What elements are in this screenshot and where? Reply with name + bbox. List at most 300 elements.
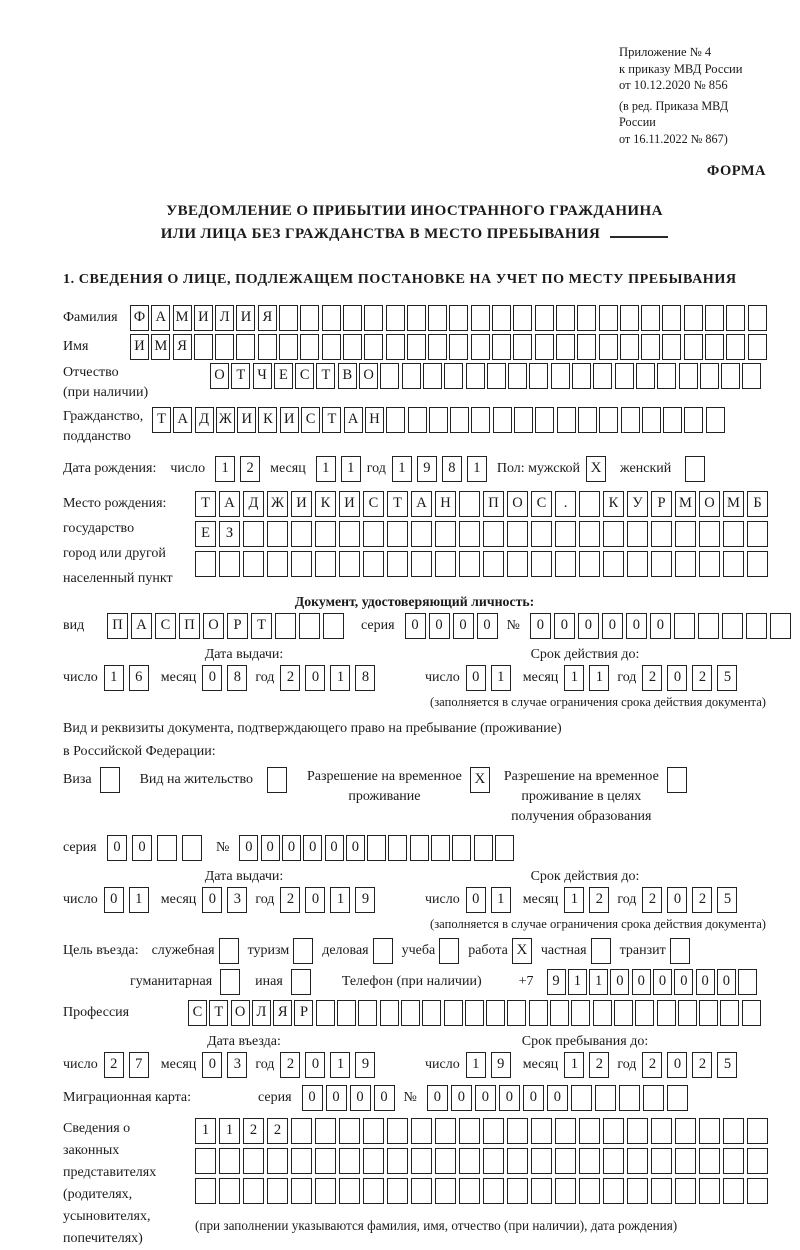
given-name-field[interactable] [130, 334, 769, 360]
char-cell[interactable] [684, 305, 703, 331]
char-cell[interactable]: А [411, 491, 432, 517]
char-cell[interactable] [621, 407, 640, 433]
char-cell[interactable] [556, 305, 575, 331]
char-cell[interactable] [291, 1148, 312, 1174]
char-cell[interactable]: 9 [491, 1052, 511, 1078]
char-cell[interactable]: С [188, 1000, 207, 1026]
char-cell[interactable] [316, 1000, 335, 1026]
char-cell[interactable] [577, 334, 596, 360]
char-cell[interactable]: С [301, 407, 320, 433]
residence-issue-month[interactable] [202, 887, 247, 913]
char-cell[interactable] [614, 1000, 633, 1026]
char-cell[interactable] [402, 363, 421, 389]
char-cell[interactable]: 0 [346, 835, 365, 861]
char-cell[interactable]: 0 [667, 1052, 687, 1078]
char-cell[interactable] [620, 305, 639, 331]
char-cell[interactable]: Т [231, 363, 250, 389]
char-cell[interactable]: 0 [667, 665, 687, 691]
char-cell[interactable] [459, 1178, 480, 1204]
purpose-work-checkbox[interactable]: X [512, 938, 532, 964]
char-cell[interactable]: И [280, 407, 299, 433]
citizenship-field[interactable] [152, 407, 727, 433]
char-cell[interactable] [651, 1178, 672, 1204]
purpose-other-checkbox[interactable] [291, 969, 311, 995]
char-cell[interactable]: 0 [374, 1085, 395, 1111]
char-cell[interactable]: 1 [491, 887, 511, 913]
char-cell[interactable] [483, 521, 504, 547]
char-cell[interactable]: 1 [104, 665, 124, 691]
char-cell[interactable]: 2 [692, 1052, 712, 1078]
char-cell[interactable] [444, 1000, 463, 1026]
char-cell[interactable]: 2 [642, 1052, 662, 1078]
char-cell[interactable] [651, 1118, 672, 1144]
residence-permit-checkbox[interactable] [267, 767, 287, 793]
char-cell[interactable] [513, 334, 532, 360]
char-cell[interactable]: 0 [602, 613, 623, 639]
char-cell[interactable] [513, 305, 532, 331]
char-cell[interactable] [471, 334, 490, 360]
char-cell[interactable] [535, 407, 554, 433]
char-cell[interactable]: Б [747, 491, 768, 517]
char-cell[interactable] [550, 1000, 569, 1026]
char-cell[interactable] [641, 334, 660, 360]
char-cell[interactable]: С [295, 363, 314, 389]
char-cell[interactable]: 1 [341, 456, 361, 482]
char-cell[interactable] [721, 363, 740, 389]
char-cell[interactable] [267, 1178, 288, 1204]
char-cell[interactable] [742, 363, 761, 389]
char-cell[interactable] [599, 334, 618, 360]
char-cell[interactable] [471, 407, 490, 433]
char-cell[interactable]: 0 [610, 969, 629, 995]
char-cell[interactable] [555, 1148, 576, 1174]
char-cell[interactable]: 2 [589, 1052, 609, 1078]
char-cell[interactable]: 0 [303, 835, 322, 861]
char-cell[interactable] [636, 363, 655, 389]
char-cell[interactable]: 0 [667, 887, 687, 913]
char-cell[interactable] [474, 835, 493, 861]
purpose-private-checkbox[interactable] [591, 938, 611, 964]
char-cell[interactable] [514, 407, 533, 433]
char-cell[interactable] [746, 613, 767, 639]
char-cell[interactable] [459, 551, 480, 577]
char-cell[interactable] [407, 334, 426, 360]
char-cell[interactable] [364, 334, 383, 360]
migration-series-field[interactable] [302, 1085, 398, 1111]
char-cell[interactable] [386, 305, 405, 331]
purpose-transit-checkbox[interactable] [670, 938, 690, 964]
char-cell[interactable]: 0 [202, 665, 222, 691]
doc-valid-month[interactable] [564, 665, 609, 691]
char-cell[interactable] [698, 613, 719, 639]
char-cell[interactable]: 1 [219, 1118, 240, 1144]
char-cell[interactable]: З [219, 521, 240, 547]
purpose-business-checkbox[interactable] [373, 938, 393, 964]
char-cell[interactable]: 8 [355, 665, 375, 691]
char-cell[interactable]: Т [209, 1000, 228, 1026]
char-cell[interactable] [315, 551, 336, 577]
char-cell[interactable]: 9 [355, 887, 375, 913]
char-cell[interactable] [449, 334, 468, 360]
char-cell[interactable]: М [173, 305, 192, 331]
char-cell[interactable]: 1 [568, 969, 587, 995]
char-cell[interactable] [641, 305, 660, 331]
char-cell[interactable]: 0 [104, 887, 124, 913]
doc-type-field[interactable] [107, 613, 347, 639]
char-cell[interactable] [435, 551, 456, 577]
char-cell[interactable] [423, 363, 442, 389]
char-cell[interactable] [411, 1178, 432, 1204]
char-cell[interactable] [627, 1148, 648, 1174]
char-cell[interactable] [603, 551, 624, 577]
char-cell[interactable]: Ч [253, 363, 272, 389]
char-cell[interactable] [279, 334, 298, 360]
char-cell[interactable]: 2 [642, 887, 662, 913]
char-cell[interactable] [407, 305, 426, 331]
char-cell[interactable]: 1 [564, 887, 584, 913]
char-cell[interactable]: 0 [305, 887, 325, 913]
char-cell[interactable] [599, 305, 618, 331]
char-cell[interactable] [723, 1178, 744, 1204]
char-cell[interactable]: 1 [316, 456, 336, 482]
char-cell[interactable]: А [151, 305, 170, 331]
char-cell[interactable] [642, 407, 661, 433]
birth-month-field[interactable] [316, 456, 361, 482]
char-cell[interactable]: 0 [530, 613, 551, 639]
entry-month[interactable] [202, 1052, 247, 1078]
char-cell[interactable] [651, 521, 672, 547]
char-cell[interactable]: К [258, 407, 277, 433]
char-cell[interactable] [507, 551, 528, 577]
char-cell[interactable] [726, 305, 745, 331]
purpose-humanitarian-checkbox[interactable] [220, 969, 240, 995]
char-cell[interactable]: О [699, 491, 720, 517]
char-cell[interactable] [679, 363, 698, 389]
char-cell[interactable] [387, 1178, 408, 1204]
char-cell[interactable] [322, 334, 341, 360]
char-cell[interactable] [603, 521, 624, 547]
char-cell[interactable] [699, 1000, 718, 1026]
char-cell[interactable]: 1 [392, 456, 412, 482]
char-cell[interactable] [322, 305, 341, 331]
char-cell[interactable] [291, 1118, 312, 1144]
char-cell[interactable] [738, 969, 757, 995]
entry-day[interactable] [104, 1052, 149, 1078]
birth-place-row-2[interactable] [195, 521, 771, 547]
char-cell[interactable] [643, 1085, 664, 1111]
representatives-row-3[interactable] [195, 1178, 771, 1204]
stay-year[interactable] [642, 1052, 737, 1078]
char-cell[interactable]: 0 [107, 835, 127, 861]
char-cell[interactable] [323, 613, 344, 639]
char-cell[interactable]: 1 [467, 456, 487, 482]
char-cell[interactable] [748, 305, 767, 331]
char-cell[interactable]: Е [195, 521, 216, 547]
char-cell[interactable]: 2 [280, 665, 300, 691]
char-cell[interactable] [483, 551, 504, 577]
char-cell[interactable]: Т [316, 363, 335, 389]
char-cell[interactable] [651, 1148, 672, 1174]
entry-year[interactable] [280, 1052, 375, 1078]
char-cell[interactable] [315, 1178, 336, 1204]
char-cell[interactable] [662, 334, 681, 360]
doc-series-field[interactable] [405, 613, 501, 639]
char-cell[interactable] [386, 334, 405, 360]
char-cell[interactable] [699, 1178, 720, 1204]
temp-residence-edu-checkbox[interactable] [667, 767, 687, 793]
char-cell[interactable]: 0 [475, 1085, 496, 1111]
surname-field[interactable] [130, 305, 769, 331]
doc-issue-month[interactable] [202, 665, 247, 691]
doc-valid-year[interactable] [642, 665, 737, 691]
char-cell[interactable]: Н [435, 491, 456, 517]
char-cell[interactable]: 0 [650, 613, 671, 639]
char-cell[interactable] [492, 305, 511, 331]
char-cell[interactable]: 1 [589, 969, 608, 995]
char-cell[interactable] [337, 1000, 356, 1026]
char-cell[interactable] [555, 521, 576, 547]
char-cell[interactable] [363, 1178, 384, 1204]
char-cell[interactable] [675, 1118, 696, 1144]
char-cell[interactable] [551, 363, 570, 389]
char-cell[interactable] [387, 1148, 408, 1174]
char-cell[interactable] [529, 1000, 548, 1026]
char-cell[interactable] [411, 1118, 432, 1144]
char-cell[interactable] [747, 1178, 768, 1204]
char-cell[interactable] [603, 1178, 624, 1204]
char-cell[interactable] [699, 551, 720, 577]
char-cell[interactable] [450, 407, 469, 433]
representatives-row-2[interactable] [195, 1148, 771, 1174]
char-cell[interactable]: А [344, 407, 363, 433]
char-cell[interactable] [435, 1178, 456, 1204]
char-cell[interactable] [380, 1000, 399, 1026]
char-cell[interactable]: 0 [305, 665, 325, 691]
char-cell[interactable] [459, 491, 480, 517]
char-cell[interactable] [627, 521, 648, 547]
char-cell[interactable] [483, 1178, 504, 1204]
residence-valid-year[interactable] [642, 887, 737, 913]
char-cell[interactable]: В [338, 363, 357, 389]
char-cell[interactable] [720, 1000, 739, 1026]
char-cell[interactable]: 0 [547, 1085, 568, 1111]
char-cell[interactable] [219, 1148, 240, 1174]
char-cell[interactable]: 8 [442, 456, 462, 482]
char-cell[interactable] [267, 551, 288, 577]
char-cell[interactable]: 2 [280, 1052, 300, 1078]
char-cell[interactable] [363, 551, 384, 577]
char-cell[interactable]: С [531, 491, 552, 517]
char-cell[interactable] [408, 407, 427, 433]
char-cell[interactable]: 0 [499, 1085, 520, 1111]
char-cell[interactable] [579, 1178, 600, 1204]
char-cell[interactable] [387, 551, 408, 577]
char-cell[interactable] [726, 334, 745, 360]
char-cell[interactable] [747, 551, 768, 577]
purpose-study-checkbox[interactable] [439, 938, 459, 964]
char-cell[interactable] [747, 1148, 768, 1174]
visa-checkbox[interactable] [100, 767, 120, 793]
char-cell[interactable] [363, 1118, 384, 1144]
char-cell[interactable]: Н [365, 407, 384, 433]
stay-month[interactable] [564, 1052, 609, 1078]
char-cell[interactable]: Л [252, 1000, 271, 1026]
char-cell[interactable]: 1 [330, 1052, 350, 1078]
char-cell[interactable]: Ф [130, 305, 149, 331]
char-cell[interactable] [471, 305, 490, 331]
char-cell[interactable] [459, 521, 480, 547]
char-cell[interactable]: С [363, 491, 384, 517]
temp-residence-checkbox[interactable]: X [470, 767, 490, 793]
char-cell[interactable] [243, 521, 264, 547]
char-cell[interactable] [723, 521, 744, 547]
char-cell[interactable] [236, 334, 255, 360]
char-cell[interactable] [699, 1148, 720, 1174]
char-cell[interactable]: 3 [227, 1052, 247, 1078]
char-cell[interactable]: 1 [195, 1118, 216, 1144]
char-cell[interactable]: 1 [129, 887, 149, 913]
char-cell[interactable]: А [131, 613, 152, 639]
char-cell[interactable] [507, 1000, 526, 1026]
char-cell[interactable] [627, 1178, 648, 1204]
char-cell[interactable]: А [219, 491, 240, 517]
char-cell[interactable]: 0 [326, 1085, 347, 1111]
char-cell[interactable] [556, 334, 575, 360]
char-cell[interactable] [195, 551, 216, 577]
char-cell[interactable]: И [130, 334, 149, 360]
char-cell[interactable]: 2 [642, 665, 662, 691]
char-cell[interactable]: М [675, 491, 696, 517]
char-cell[interactable]: К [603, 491, 624, 517]
char-cell[interactable] [579, 491, 600, 517]
char-cell[interactable]: И [237, 407, 256, 433]
char-cell[interactable]: 0 [632, 969, 651, 995]
char-cell[interactable]: 5 [717, 1052, 737, 1078]
char-cell[interactable]: 1 [564, 1052, 584, 1078]
char-cell[interactable] [339, 1118, 360, 1144]
char-cell[interactable]: И [194, 305, 213, 331]
char-cell[interactable] [700, 363, 719, 389]
char-cell[interactable]: Я [173, 334, 192, 360]
char-cell[interactable] [291, 1178, 312, 1204]
char-cell[interactable]: О [231, 1000, 250, 1026]
char-cell[interactable] [452, 835, 471, 861]
char-cell[interactable] [315, 521, 336, 547]
char-cell[interactable]: 0 [325, 835, 344, 861]
char-cell[interactable] [339, 1148, 360, 1174]
char-cell[interactable]: Т [387, 491, 408, 517]
char-cell[interactable]: Т [251, 613, 272, 639]
char-cell[interactable] [593, 1000, 612, 1026]
char-cell[interactable] [535, 334, 554, 360]
char-cell[interactable] [315, 1118, 336, 1144]
char-cell[interactable] [459, 1118, 480, 1144]
char-cell[interactable] [529, 363, 548, 389]
char-cell[interactable] [449, 305, 468, 331]
char-cell[interactable]: 0 [451, 1085, 472, 1111]
char-cell[interactable]: 0 [523, 1085, 544, 1111]
char-cell[interactable] [674, 613, 695, 639]
residence-issue-year[interactable] [280, 887, 375, 913]
char-cell[interactable]: О [359, 363, 378, 389]
char-cell[interactable] [657, 1000, 676, 1026]
char-cell[interactable]: М [151, 334, 170, 360]
char-cell[interactable] [699, 521, 720, 547]
char-cell[interactable] [747, 1118, 768, 1144]
char-cell[interactable] [279, 305, 298, 331]
phone-field[interactable] [547, 969, 760, 995]
char-cell[interactable] [363, 1148, 384, 1174]
char-cell[interactable] [435, 1118, 456, 1144]
char-cell[interactable] [363, 521, 384, 547]
char-cell[interactable]: 1 [564, 665, 584, 691]
char-cell[interactable] [603, 1148, 624, 1174]
char-cell[interactable] [723, 1148, 744, 1174]
char-cell[interactable] [675, 1178, 696, 1204]
char-cell[interactable] [300, 334, 319, 360]
char-cell[interactable] [492, 334, 511, 360]
sex-female-checkbox[interactable] [685, 456, 705, 482]
char-cell[interactable]: 5 [717, 665, 737, 691]
char-cell[interactable]: Я [273, 1000, 292, 1026]
char-cell[interactable] [388, 835, 407, 861]
char-cell[interactable]: 0 [427, 1085, 448, 1111]
char-cell[interactable] [555, 1118, 576, 1144]
char-cell[interactable] [699, 1118, 720, 1144]
stay-day[interactable] [466, 1052, 511, 1078]
char-cell[interactable]: П [107, 613, 128, 639]
char-cell[interactable]: . [555, 491, 576, 517]
doc-issue-day[interactable] [104, 665, 149, 691]
char-cell[interactable]: 9 [355, 1052, 375, 1078]
char-cell[interactable]: 9 [547, 969, 566, 995]
migration-number-field[interactable] [427, 1085, 691, 1111]
char-cell[interactable]: О [210, 363, 229, 389]
char-cell[interactable]: И [291, 491, 312, 517]
char-cell[interactable] [429, 407, 448, 433]
char-cell[interactable] [422, 1000, 441, 1026]
char-cell[interactable] [507, 1118, 528, 1144]
char-cell[interactable]: 0 [717, 969, 736, 995]
char-cell[interactable]: 0 [578, 613, 599, 639]
char-cell[interactable] [411, 551, 432, 577]
char-cell[interactable] [579, 1148, 600, 1174]
char-cell[interactable] [339, 551, 360, 577]
char-cell[interactable]: П [483, 491, 504, 517]
char-cell[interactable]: Д [195, 407, 214, 433]
char-cell[interactable]: С [155, 613, 176, 639]
char-cell[interactable] [599, 407, 618, 433]
char-cell[interactable] [722, 613, 743, 639]
char-cell[interactable] [299, 613, 320, 639]
char-cell[interactable] [579, 551, 600, 577]
char-cell[interactable]: И [236, 305, 255, 331]
char-cell[interactable] [748, 334, 767, 360]
char-cell[interactable]: 0 [626, 613, 647, 639]
char-cell[interactable] [627, 551, 648, 577]
char-cell[interactable] [557, 407, 576, 433]
char-cell[interactable]: 0 [466, 887, 486, 913]
char-cell[interactable] [387, 521, 408, 547]
birth-year-field[interactable] [392, 456, 487, 482]
char-cell[interactable] [531, 1178, 552, 1204]
char-cell[interactable] [339, 521, 360, 547]
char-cell[interactable] [428, 334, 447, 360]
char-cell[interactable]: 1 [466, 1052, 486, 1078]
char-cell[interactable] [635, 1000, 654, 1026]
char-cell[interactable]: 2 [692, 665, 712, 691]
char-cell[interactable]: 1 [330, 887, 350, 913]
